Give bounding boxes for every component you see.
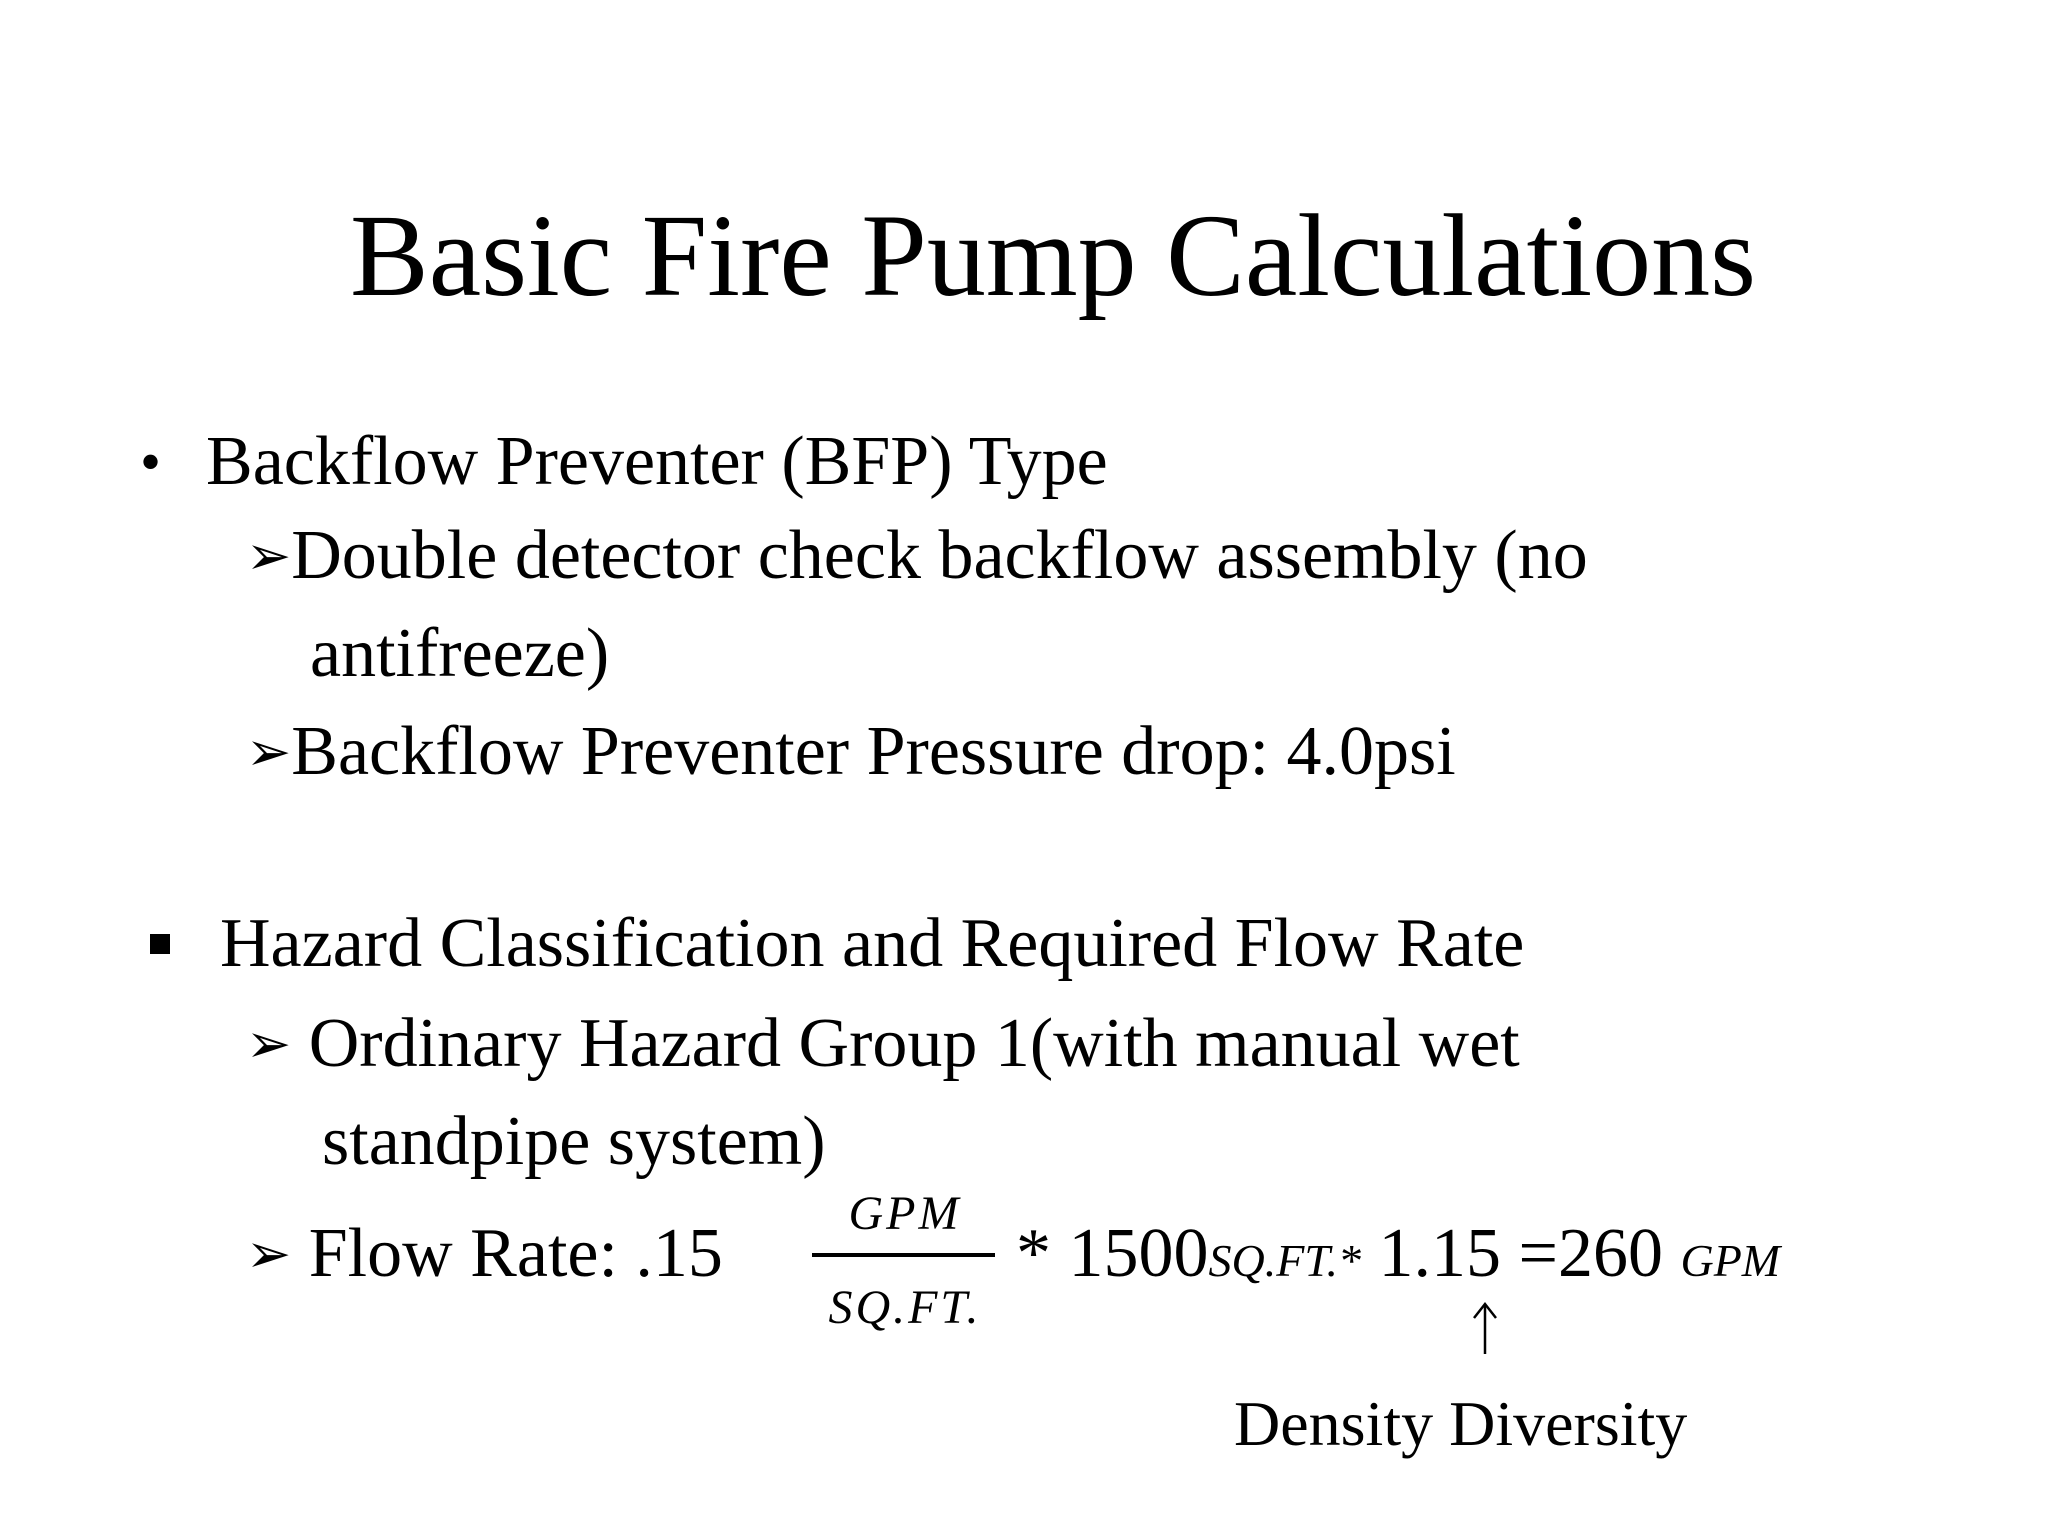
formula-area-unit: SQ.FT.* (1208, 1235, 1361, 1286)
formula-multiplier: * 1500 (1016, 1215, 1209, 1292)
round-bullet: • (140, 429, 162, 495)
arrow-bullet-icon: ➢ (246, 524, 292, 587)
section1-item-1 (246, 514, 1588, 598)
slide-title: Basic Fire Pump Calculations (350, 190, 1757, 321)
formula-factor: 1.15 (1378, 1215, 1501, 1292)
section1-item-1-text: Double detector check backflow assembly (no (291, 517, 1588, 594)
formula-result-unit: GPM (1680, 1235, 1781, 1286)
section2-heading: Hazard Classification and Required Flow Rate (220, 905, 1525, 982)
section2-item-1-cont: standpipe system) (322, 1103, 826, 1180)
density-diversity-annotation: Density Diversity (1234, 1388, 1688, 1459)
arrow-bullet-icon: ➢ (246, 1012, 292, 1075)
arrow-bullet-icon: ➢ (246, 1222, 292, 1285)
flow-rate-formula (246, 1212, 723, 1296)
fraction-denominator: SQ.FT. (828, 1281, 982, 1334)
square-bullet-icon (150, 934, 170, 954)
fraction-numerator: GPM (848, 1187, 962, 1240)
formula-result: =260 (1518, 1215, 1663, 1292)
section1-item-1-cont: antifreeze) (310, 615, 610, 692)
fraction-bar (812, 1253, 995, 1257)
section2-item-1-text: Ordinary Hazard Group 1(with manual wet (308, 1005, 1520, 1082)
up-arrow-icon (1470, 1300, 1500, 1356)
formula-rest (1016, 1212, 1780, 1303)
section1-item-2 (246, 710, 1456, 794)
section1-heading: Backflow Preventer (BFP) Type (206, 423, 1108, 500)
section2-item-1 (246, 1002, 1520, 1086)
section1-item-2-text: Backflow Preventer Pressure drop: 4.0psi (291, 713, 1456, 790)
flow-rate-label: Flow Rate: .15 (308, 1215, 723, 1292)
arrow-bullet-icon: ➢ (246, 720, 292, 783)
